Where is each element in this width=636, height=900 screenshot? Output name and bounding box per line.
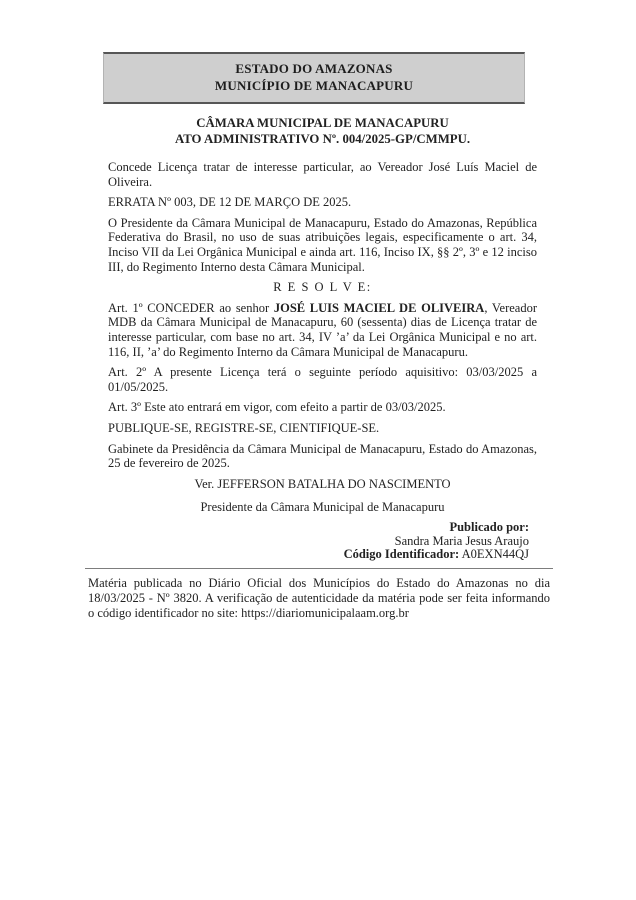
title-act-number-line: ATO ADMINISTRATIVO Nº. 004/2025-GP/CMMPU. <box>174 131 471 146</box>
article-1-paragraph <box>108 301 537 359</box>
published-by-label: Publicado por: <box>449 519 529 534</box>
article-2-paragraph: Art. 2º A presente Licença terá o seguinte período aquisitivo: 03/03/2025 a 01/05/2025. <box>108 365 537 394</box>
footer-text: Matéria publicada no Diário Oficial dos Municípios do Estado do Amazonas no dia 18/03/2025 - Nº 3820. A verificação de autenticidade da matéria pode ser feita informando o código identificador no site: <box>88 576 550 620</box>
article-1-prefix: Art. 1º CONCEDER ao senhor <box>108 300 274 315</box>
footer-site-url: https://diariomunicipalaam.org.br <box>241 605 409 620</box>
identifier-line <box>108 548 529 562</box>
published-by-name: Sandra Maria Jesus Araujo <box>394 533 529 548</box>
errata-line: ERRATA Nº 003, DE 12 DE MARÇO DE 2025. <box>108 195 352 210</box>
article-1-suffix: , Vereador MDB da Câmara Municipal de Manacapuru, 60 (sessenta) dias de Licença tratar de interesse particular, com base no art. 34, IV ’a’ da Lei Orgânica Municipal e no art. 116, II, ’a’ do Regimento Interno da Câmara Municipal de Manacapuru. <box>108 300 538 359</box>
summary-paragraph: Concede Licença tratar de interesse particular, ao Vereador José Luís Maciel de Oliveira. <box>108 160 537 189</box>
letterhead-municipality-line: MUNICÍPIO DE MANACAPURU <box>214 77 414 93</box>
preamble-paragraph: O Presidente da Câmara Municipal de Manacapuru, Estado do Amazonas, República Federativa do Brasil, no uso de suas atribuições legais, especificamente o art. 34, Inciso VII da Lei Orgânica Municipal e ainda art. 116, Inciso IX, §§ 2º, 3º e 12 inciso III, do Regimento Interno desta Câmara Municipal. <box>108 215 537 274</box>
letterhead-banner <box>103 52 525 104</box>
signer-title: Presidente da Câmara Municipal de Manacapuru <box>200 500 445 515</box>
article-3-paragraph: Art. 3º Este ato entrará em vigor, com efeito a partir de 03/03/2025. <box>108 400 446 415</box>
document-body <box>108 116 537 562</box>
identifier-value: A0EXN44QJ <box>461 547 529 562</box>
closing-place-date: Gabinete da Presidência da Câmara Municipal de Manacapuru, Estado do Amazonas, 25 de fevereiro de 2025. <box>108 441 537 471</box>
identifier-label: Código Identificador: <box>343 547 460 562</box>
resolve-heading: R E S O L V E: <box>273 280 372 295</box>
signer-name: Ver. JEFFERSON BATALHA DO NASCIMENTO <box>194 476 451 491</box>
footer-note <box>88 576 550 620</box>
footer-divider <box>85 568 553 569</box>
letterhead-state-line: ESTADO DO AMAZONAS <box>235 61 393 76</box>
publication-order-line: PUBLIQUE-SE, REGISTRE-SE, CIENTIFIQUE-SE. <box>108 420 380 435</box>
document-title <box>108 116 537 147</box>
article-1-person-name: JOSÉ LUIS MACIEL DE OLIVEIRA <box>273 300 485 315</box>
title-organ-line: CÂMARA MUNICIPAL DE MANACAPURU <box>196 116 449 130</box>
publication-credits <box>108 521 529 562</box>
